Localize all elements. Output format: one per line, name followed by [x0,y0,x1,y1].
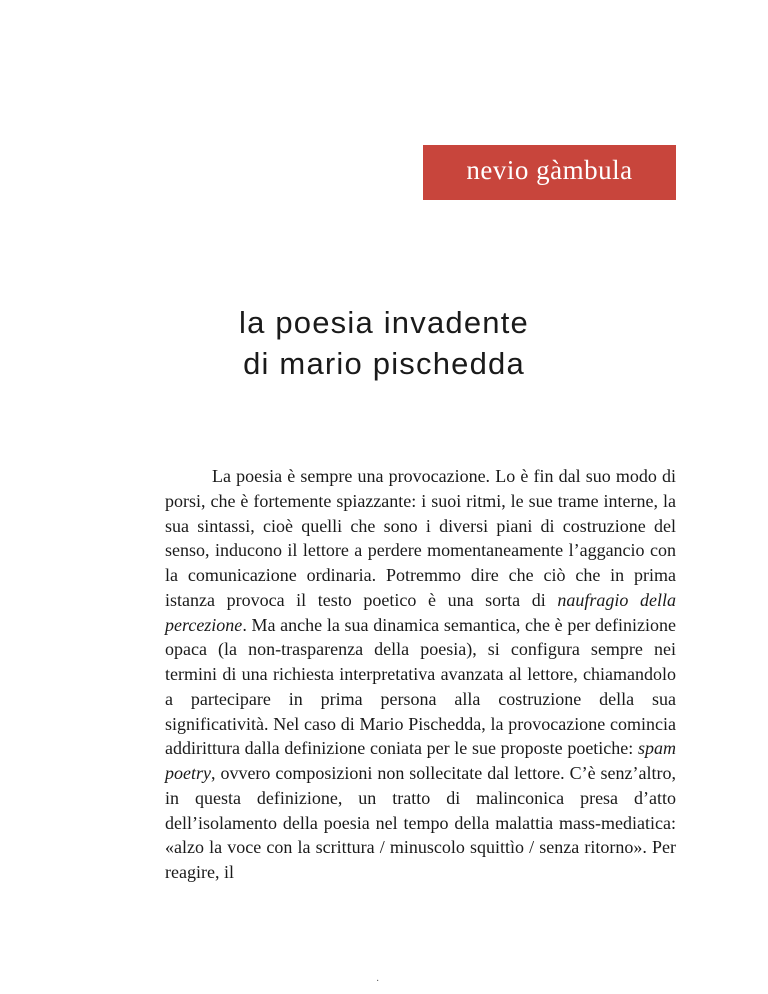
title-line-2: di mario pischedda [243,346,525,381]
page-title [0,302,768,384]
author-banner [423,145,676,200]
body-text-part-1: La poesia è sempre una provocazione. Lo è fin dal suo modo di porsi, che è fortemente spiazzante: i suoi ritmi, le sue trame interne, la sua sintassi, cioè quelli che sono i diversi piani di costruzione del senso, inducono il lettore a perdere momentaneamente l’aggancio con la comunicazione ordinaria. Potremmo dire che ciò che in prima istanza provoca il testo poetico è una sorta di [165,466,676,610]
body-text-part-2: . Ma anche la sua dinamica semantica, che è per definizione opaca (la non-trasparenza della poesia), si configura sempre nei termini di una richiesta interpretativa avanzata al lettore, chiamandolo a partecipare in prima persona alla costruzione della sua significatività. Nel caso di Mario Pischedda, la provocazione comincia addirittura dalla definizione coniata per le sue proposte poetiche: [165,614,676,759]
body-text-part-3: , ovvero composizioni non sollecitate dal lettore. C’è senz’altro, in questa definizione, un tratto di malinconica presa d’atto dell’isolamento della poesia nel tempo della malattia mass-mediatica: «alzo la voce con la scrittura / minuscolo squittìo / senza ritorno». Per reagire, il [165,763,676,882]
emphasis-naufragio: naufragio della percezione [165,589,676,635]
body-paragraph [165,464,676,885]
title-line-1: la poesia invadente [239,305,529,340]
page-mark: · [376,976,380,987]
emphasis-spam-poetry: spam poetry [165,738,676,783]
author-name: nevio gàmbula [466,155,633,185]
